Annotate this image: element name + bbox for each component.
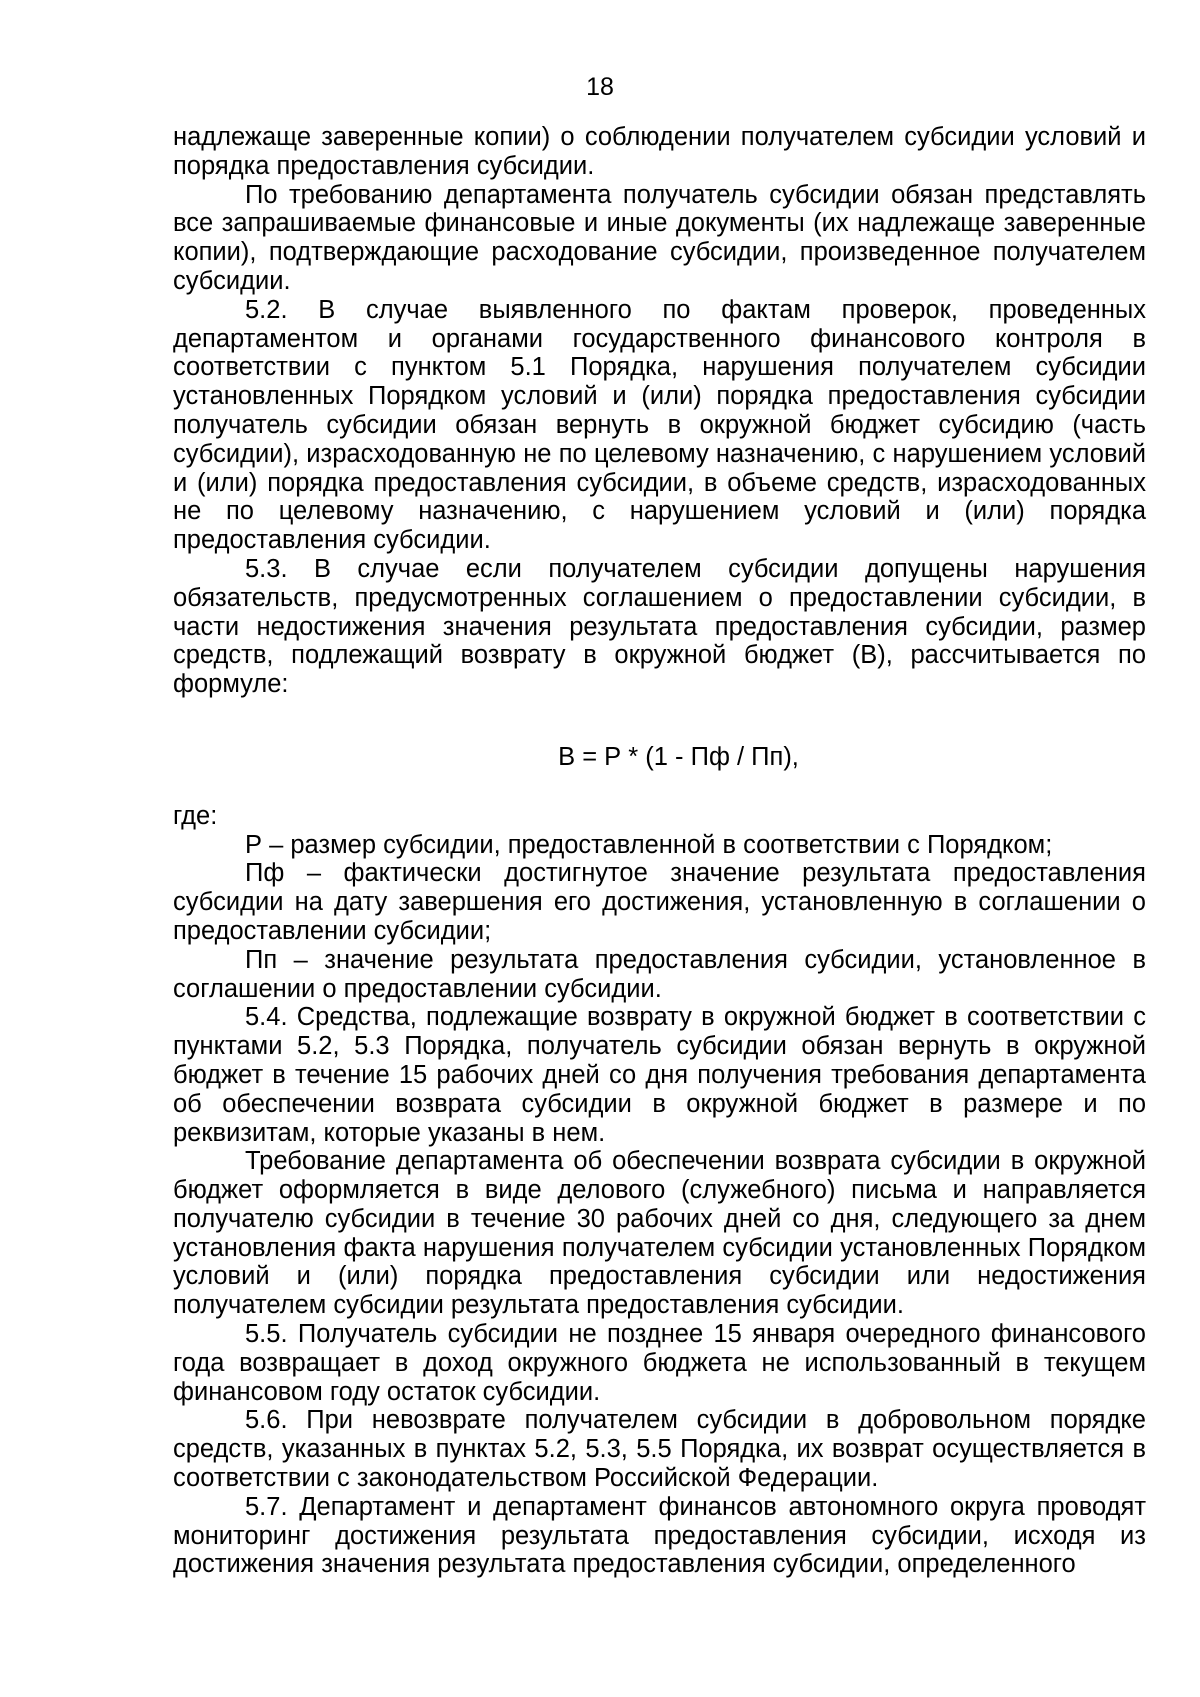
definition-p: Р – размер субсидии, предоставленной в соответствии с Порядком; <box>245 830 1053 859</box>
paragraph-5-7: 5.7. Департамент и департамент финансов автономного округа проводят мониторинг достижения результата предоставления субсидии, исходя из достижения значения результата предоставления субсидии, определенного <box>173 1492 1146 1579</box>
definition-pf: Пф – фактически достигнутое значение результата предоставления субсидии на дату завершения его достижения, установленную в соглашении о предоставлении субсидии; <box>173 859 1146 945</box>
document-body <box>173 123 1146 1579</box>
paragraph-5-4: 5.4. Средства, подлежащие возврату в окружной бюджет в соответствии с пунктами 5.2, 5.3 Порядка, получатель субсидии обязан вернуть в окружной бюджет в течение 15 рабочих дней со дня получения требования департамента об обеспечении возврата субсидии в окружной бюджет в размере и по реквизитам, которые указаны в нем. <box>173 1003 1146 1147</box>
where-label: где: <box>173 801 218 830</box>
paragraph-5-5: 5.5. Получатель субсидии не позднее 15 января очередного финансового года возвращает в доход окружного бюджета не использованный в текущем финансовом году остаток субсидии. <box>173 1320 1146 1406</box>
paragraph-documents-request: По требованию департамента получатель субсидии обязан представлять все запрашиваемые финансовые и иные документы (их надлежаще заверенные копии), подтверждающие расходование субсидии, произведенное получателем субсидии. <box>173 180 1146 295</box>
paragraph-5-6: 5.6. При невозврате получателем субсидии в добровольном порядке средств, указанных в пунктах 5.2, 5.3, 5.5 Порядка, их возврат осуществляется в соответствии с законодательством Российской Федерации. <box>173 1406 1146 1493</box>
paragraph-5-3: 5.3. В случае если получателем субсидии допущены нарушения обязательств, предусмотренных соглашением о предоставлении субсидии, в части недостижения значения результата предоставления субсидии, размер средств, подлежащий возврату в окружной бюджет (В), рассчитывается по формуле: <box>173 554 1146 699</box>
paragraph-continuation: надлежаще заверенные копии) о соблюдении получателем субсидии условий и порядка предоставления субсидии. <box>173 123 1146 180</box>
paragraph-return-requirement: Требование департамента об обеспечении возврата субсидии в окружной бюджет оформляется в виде делового (служебного) письма и направляется получателю субсидии в течение 30 рабочих дней со дня, следующего за днем установления факта нарушения получателем субсидии установленных Порядком условий и (или) порядка предоставления субсидии или недостижения получателем субсидии результата предоставления субсидии. <box>173 1147 1146 1320</box>
page-number: 18 <box>586 73 614 101</box>
formula: В = Р * (1 - Пф / Пп), <box>558 742 799 771</box>
paragraph-5-2: 5.2. В случае выявленного по фактам проверок, проведенных департаментом и органами государственного финансового контроля в соответствии с пунктом 5.1 Порядка, нарушения получателем субсидии установленных Порядком условий и (или) порядка предоставления субсидии получатель субсидии обязан вернуть в окружной бюджет субсидию (часть субсидии), израсходованную не по целевому назначению, с нарушением условий и (или) порядка предоставления субсидии, в объеме средств, израсходованных не по целевому назначению, с нарушением условий и (или) порядка предоставления субсидии. <box>173 295 1146 555</box>
definition-pp: Пп – значение результата предоставления субсидии, установленное в соглашении о предоставлении субсидии. <box>173 945 1146 1003</box>
